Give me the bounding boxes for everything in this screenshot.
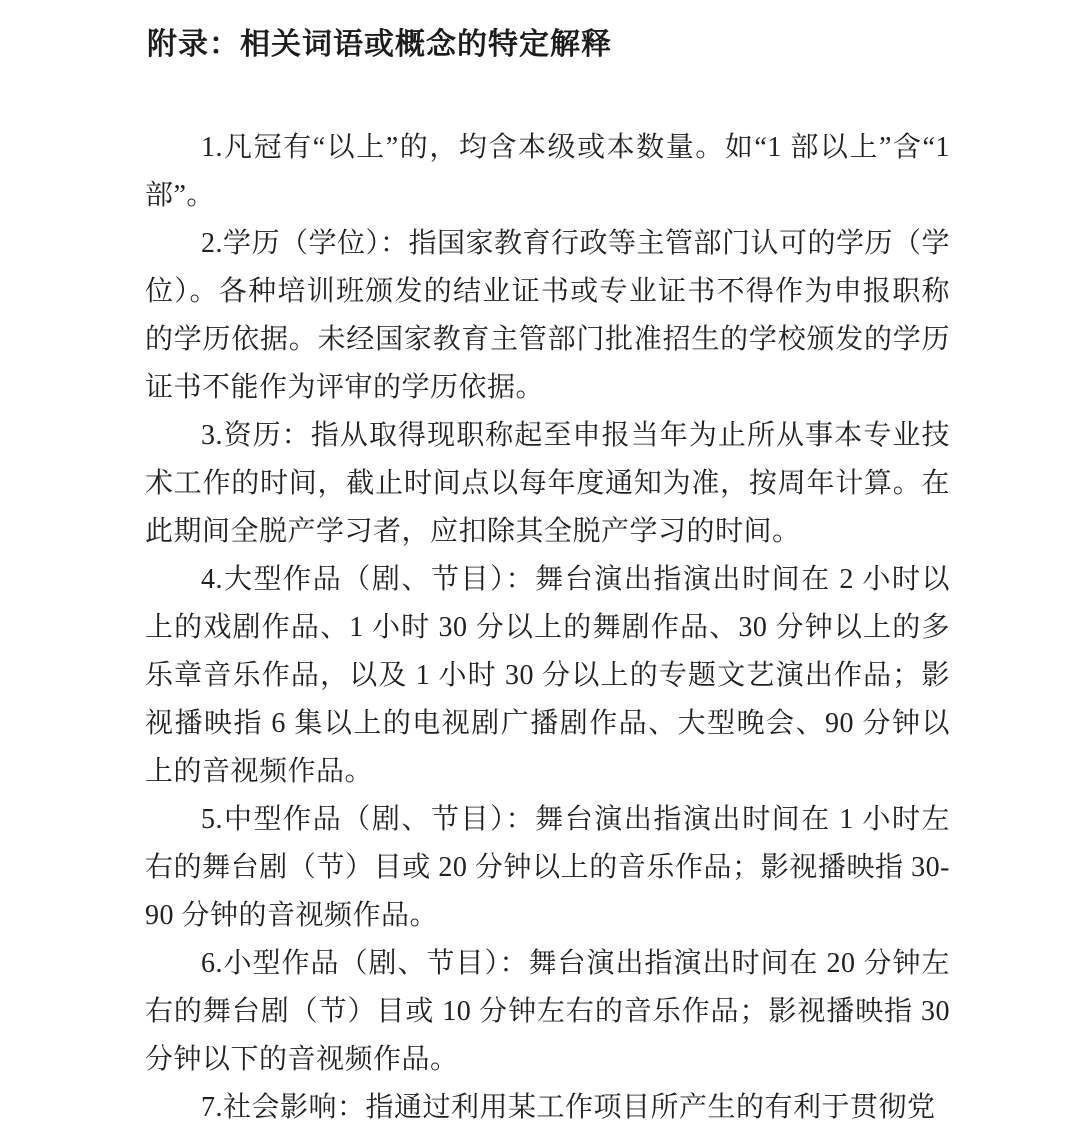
paragraph-definition-4: 4.大型作品（剧、节目）：舞台演出指演出时间在 2 小时以上的戏剧作品、1 小时 30 分以上的舞剧作品、30 分钟以上的多乐章音乐作品，以及 1 小时 30 分以上的专题文艺演出作品；影视播映指 6 集以上的电视剧广播剧作品、大型晚会、90 分钟以上的音视频作品。 [145, 564, 950, 787]
paragraph-definition-3: 3.资历：指从取得现职称起至申报当年为止所从事本专业技术工作的时间，截止时间点以每年度通知为准，按周年计算。在此期间全脱产学习者，应扣除其全脱产学习的时间。 [145, 420, 950, 547]
paragraph-definition-6: 6.小型作品（剧、节目）：舞台演出指演出时间在 20 分钟左右的舞台剧（节）目或 10 分钟左右的音乐作品；影视播映指 30 分钟以下的音视频作品。 [145, 948, 950, 1075]
paragraph-definition-7: 7.社会影响：指通过利用某工作项目所产生的有利于贯彻党 [201, 1092, 936, 1123]
document-body [145, 124, 950, 1132]
paragraph-definition-2: 2.学历（学位）：指国家教育行政等主管部门认可的学历（学位）。各种培训班颁发的结业证书或专业证书不得作为申报职称的学历依据。未经国家教育主管部门批准招生的学校颁发的学历证书不能作为评审的学历依据。 [145, 228, 951, 403]
paragraph-definition-5: 5.中型作品（剧、节目）：舞台演出指演出时间在 1 小时左右的舞台剧（节）目或 20 分钟以上的音乐作品；影视播映指 30-90 分钟的音视频作品。 [145, 804, 950, 931]
appendix-title: 附录：相关词语或概念的特定解释 [147, 28, 612, 61]
paragraph-definition-1: 1.凡冠有“以上”的，均含本级或本数量。如“1 部以上”含“1 部”。 [145, 132, 950, 211]
